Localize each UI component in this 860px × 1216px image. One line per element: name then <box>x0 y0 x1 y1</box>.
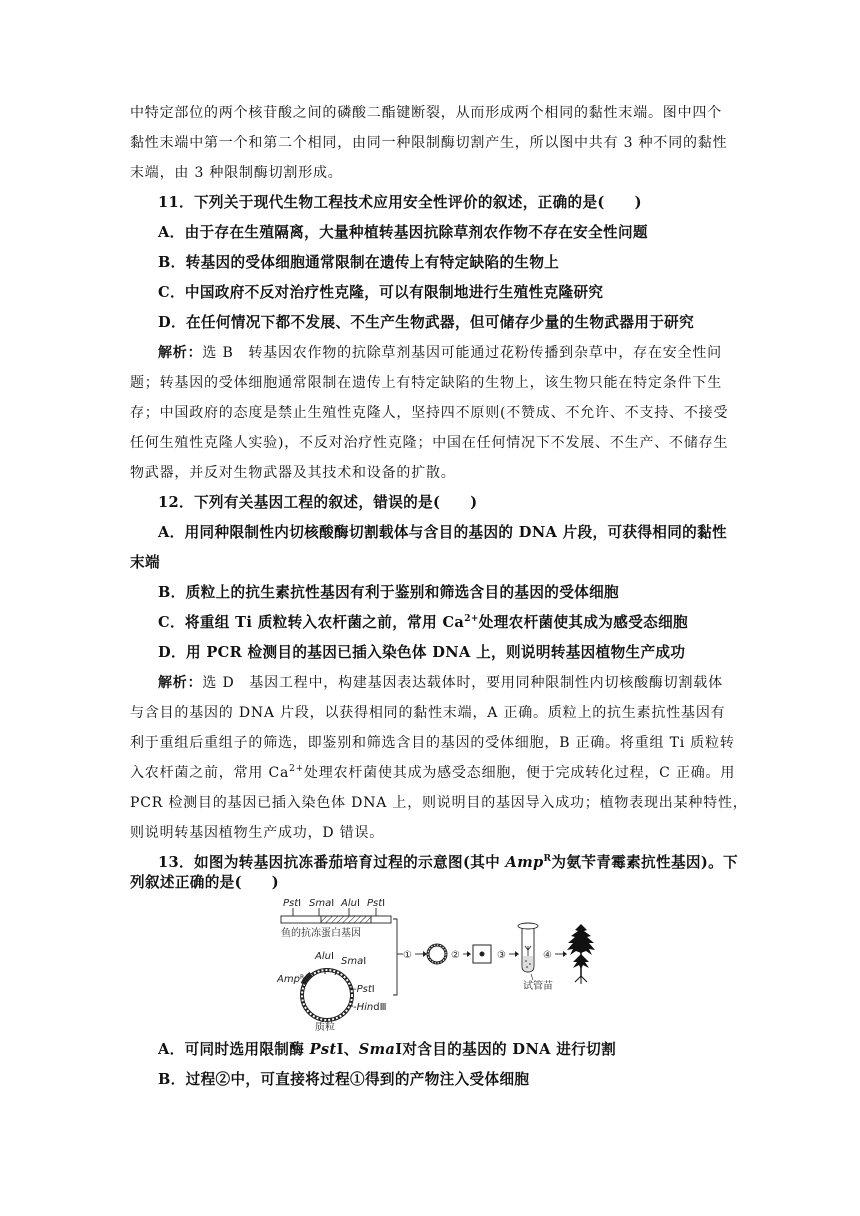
gene-label: 鱼的抗冻蛋白基因 <box>281 928 361 939</box>
q13-stem: 13．如图为转基因抗冻番茄培育过程的示意图(其中 Amp$^R$为氨苄青霉素抗性基因)。下 <box>158 854 738 871</box>
q11-option-c: C．中国政府不反对治疗性克隆，可以有限制地进行生殖性克隆研究 <box>158 284 604 301</box>
prev-explanation-line-2: 黏性末端中第一个和第二个相同，由同一种限制酶切割产生，所以图中共有 3 种不同的黏性 <box>130 135 728 151</box>
cut-site-arrows <box>293 908 376 916</box>
transgenic-tomato-diagram <box>275 894 595 1032</box>
enzyme-label-pst-1: PstⅠ <box>283 898 302 909</box>
step-4-label: ④ <box>543 950 552 961</box>
tomato-plant-icon <box>567 924 595 984</box>
q12-explanation-line-6: 则说明转基因植物生产成功，D 错误。 <box>130 825 385 841</box>
enzyme-label-alu: AluⅠ <box>341 898 360 909</box>
step-2-label: ② <box>451 950 460 961</box>
plasmid-label-hind: -HindⅢ <box>353 1002 387 1013</box>
q12-explanation-line-1: 解析：选 D 基因工程中，构建基因表达载体时，要用同种限制性内切核酸酶切割载体 <box>158 675 723 691</box>
plasmid-label-amp: Amp$^R$ <box>277 973 305 985</box>
q11-explanation-line-3: 存；中国政府的态度是禁止生殖性克隆人，坚持四不原则(不赞成、不允许、不支持、不接受 <box>130 405 729 421</box>
plasmid-label-alu: AluⅠ <box>315 951 334 962</box>
q13-option-b: B．过程②中，可直接将过程①得到的产物注入受体细胞 <box>158 1071 530 1088</box>
q13-option-a: A．可同时选用限制酶 PstⅠ、SmaⅠ对含目的基因的 DNA 进行切割 <box>158 1041 617 1058</box>
q11-explanation-line-5: 物武器，并反对生物武器及其技术和设备的扩散。 <box>130 465 456 481</box>
q11-stem: 11．下列关于现代生物工程技术应用安全性评价的叙述，正确的是( ) <box>158 194 642 211</box>
q12-option-b: B．质粒上的抗生素抗性基因有利于鉴别和筛选含目的基因的受体细胞 <box>158 584 619 601</box>
prev-explanation-line-3: 末端，由 3 种限制酶切割形成。 <box>130 165 343 181</box>
test-tube <box>518 923 538 972</box>
prev-explanation-line-1: 中特定部位的两个核苷酸之间的磷酸二酯键断裂，从而形成两个相同的黏性末端。图中四个 <box>130 105 722 121</box>
q12-option-c: C．将重组 Ti 质粒转入农杆菌之前，常用 $Ca^{2+}$处理农杆菌使其成为感受态细胞 <box>158 614 688 631</box>
q12-explanation-line-3: 利于重组后重组子的筛选，即鉴别和筛选含目的基因的受体细胞，B 正确。将重组 Ti 质粒转 <box>130 735 735 751</box>
q12-explanation-line-5: PCR 检测目的基因已插入染色体 DNA 上，则说明目的基因导入成功；植物表现出某种特性， <box>130 795 748 811</box>
q11-explanation-line-2: 题；转基因的受体细胞通常限制在遗传上有特定缺陷的生物上，该生物只能在特定条件下生 <box>130 375 722 391</box>
antifreeze-gene-segment <box>321 916 371 923</box>
plasmid-name: 质粒 <box>315 1022 335 1032</box>
plasmid-label-pst: -PstⅠ <box>353 984 375 995</box>
enzyme-label-pst-2: PstⅠ <box>367 898 386 909</box>
joining-bracket <box>393 919 397 995</box>
q12-explanation-line-2: 与含目的基因的 DNA 片段，以获得相同的黏性末端，A 正确。质粒上的抗生素抗性基因有 <box>130 705 726 721</box>
q11-option-d: D．在任何情况下都不发展、不生产生物武器，但可储存少量的生物武器用于研究 <box>158 314 695 331</box>
tube-label: 试管苗 <box>523 981 553 992</box>
q12-explanation-label: 解析： <box>158 675 203 691</box>
q12-option-a-cont: 末端 <box>130 554 160 571</box>
enzyme-label-sma: SmaⅠ <box>309 898 335 909</box>
q12-option-a: A．用同种限制性内切核酸酶切割载体与含目的基因的 DNA 片段，可获得相同的黏性 <box>158 524 727 541</box>
plasmid-circle <box>302 968 353 1020</box>
step-3-label: ③ <box>497 950 506 961</box>
q13-stem-cont: 列叙述正确的是( ) <box>130 874 280 891</box>
q12-option-d: D．用 PCR 检测目的基因已插入染色体 DNA 上，则说明转基因植物生产成功 <box>158 644 686 661</box>
q11-explanation-line-4: 任何生殖性克隆人实验)，不反对治疗性克隆；中国在任何情况下不发展、不生产、不储存生 <box>130 435 729 451</box>
q12-explanation-line-4: 入农杆菌之前，常用 $Ca^{2+}$处理农杆菌使其成为感受态细胞，便于完成转化过程，C 正确。用 <box>130 764 736 781</box>
step-1-label: ① <box>403 950 412 961</box>
q11-explanation-line-1: 解析：选 B 转基因农作物的抗除草剂基因可能通过花粉传播到杂草中，存在安全性问 <box>158 345 722 361</box>
q11-option-b: B．转基因的受体细胞通常限制在遗传上有特定缺陷的生物上 <box>158 254 560 271</box>
q11-explanation-label: 解析： <box>158 345 203 361</box>
q12-stem: 12．下列有关基因工程的叙述，错误的是( ) <box>158 494 478 511</box>
plasmid-label-sma: SmaⅠ <box>341 956 367 967</box>
q11-option-a: A．由于存在生殖隔离，大量种植转基因抗除草剂农作物不存在安全性问题 <box>158 224 648 241</box>
